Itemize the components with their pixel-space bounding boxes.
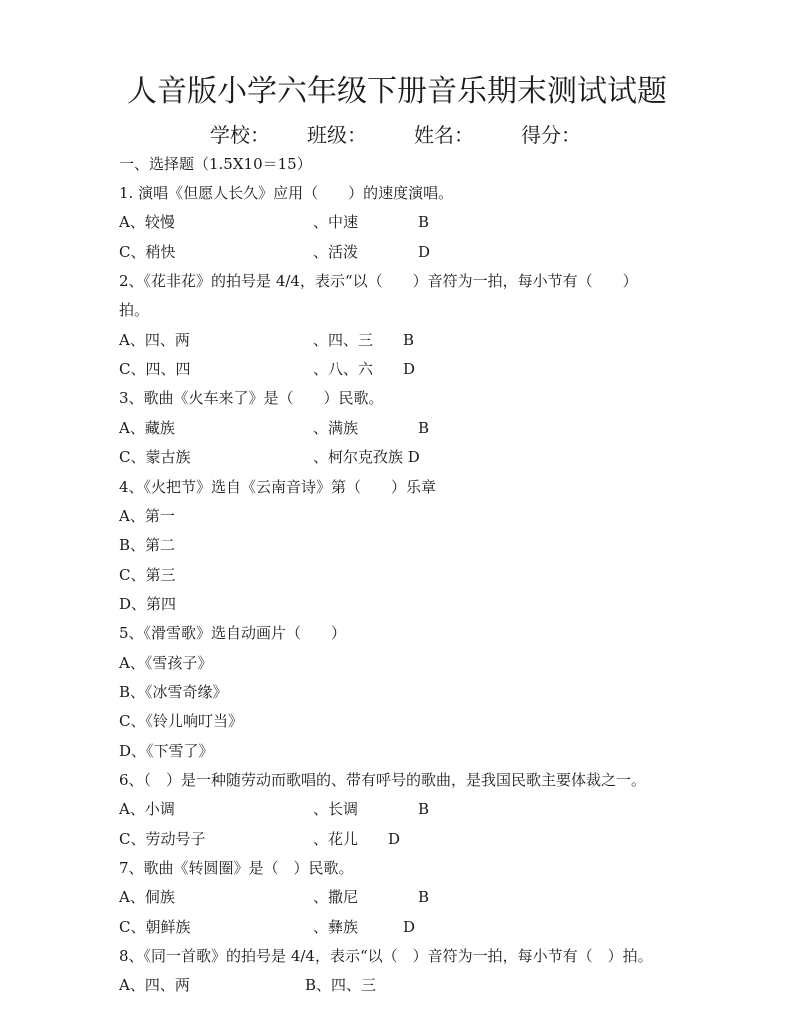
- question-line: 5、《滑雪歌》选自动画片（ ）: [119, 624, 347, 642]
- question-line: A、侗族: [119, 888, 175, 906]
- question-line: A、小调: [119, 800, 175, 818]
- option-pair: 、长调 B: [313, 800, 430, 818]
- question-line: B、第二: [119, 536, 176, 554]
- question-line: C、四、四: [119, 360, 191, 378]
- question-line: 7、歌曲《转圆圈》是（ ）民歌。: [119, 859, 354, 877]
- question-line: A、四、两: [119, 331, 190, 349]
- question-line: A、《雪孩子》: [119, 654, 213, 672]
- name-label: 姓名：: [414, 123, 474, 147]
- school-label: 学校：: [210, 123, 270, 147]
- section-heading: 一、选择题（1.5X10＝15）: [119, 155, 312, 173]
- question-line: A、较慢: [119, 213, 175, 231]
- question-line: B、《冰雪奇缘》: [119, 683, 228, 701]
- question-line: A、四、两: [119, 976, 190, 994]
- option-pair: 、满族 B: [313, 419, 430, 437]
- question-line: 3、歌曲《火车来了》是（ ）民歌。: [119, 389, 384, 407]
- option-b: B、四、三: [305, 976, 377, 994]
- option-pair: 、活泼 D: [313, 243, 431, 261]
- option-pair: 、彝族 D: [313, 918, 416, 936]
- question-line: A、藏族: [119, 419, 175, 437]
- question-line: 6、（ ）是一种随劳动而歌唱的、带有呼号的歌曲，是我国民歌主要体裁之一。: [119, 771, 647, 789]
- question-line: 2、《花非花》的拍号是 4/4，表示“以（ ）音符为一拍，每小节有（ ）: [119, 272, 638, 290]
- question-line: C、稍快: [119, 243, 176, 261]
- question-line: 8、《同一首歌》的拍号是 4/4，表示“以（ ）音符为一拍，每小节有（ ）拍。: [119, 947, 653, 965]
- question-line: D、《下雪了》: [119, 742, 214, 760]
- question-line: 1. 演唱《但愿人长久》应用（ ）的速度演唱。: [119, 184, 454, 202]
- question-line: C、朝鲜族: [119, 918, 191, 936]
- option-pair: 、花儿 D: [313, 830, 401, 848]
- option-pair: 、柯尔克孜族 D: [313, 448, 420, 466]
- page-title: 人音版小学六年级下册音乐期末测试试题: [127, 74, 667, 109]
- question-line: A、第一: [119, 507, 175, 525]
- score-label: 得分：: [521, 123, 581, 147]
- option-pair: 、撒尼 B: [313, 888, 430, 906]
- question-line: 4、《火把节》选自《云南音诗》第（ ）乐章: [119, 478, 437, 496]
- question-line: C、劳动号子: [119, 830, 206, 848]
- option-pair: 、中速 B: [313, 213, 430, 231]
- question-line: 拍。: [119, 301, 150, 319]
- option-pair: 、八、六 D: [313, 360, 416, 378]
- question-line: C、第三: [119, 566, 176, 584]
- question-line: C、蒙古族: [119, 448, 191, 466]
- question-line: D、第四: [119, 595, 177, 613]
- question-line: C、《铃儿响叮当》: [119, 712, 243, 730]
- option-pair: 、四、三 B: [313, 331, 415, 349]
- class-label: 班级：: [307, 123, 367, 147]
